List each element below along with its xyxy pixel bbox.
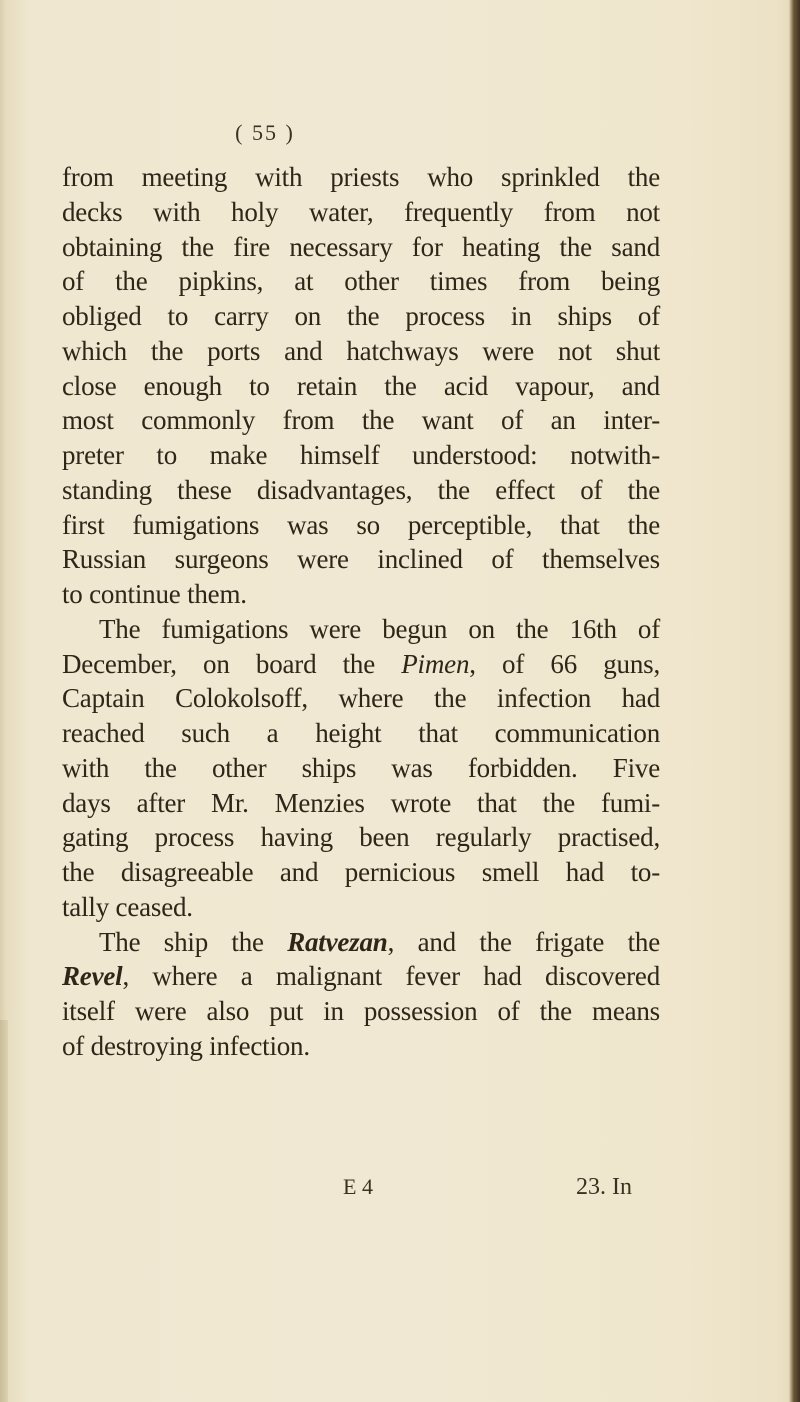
text-line: most commonly from the want of an inter-	[62, 405, 660, 436]
ship-name-revel: Revel	[62, 961, 123, 992]
text-line: first fumigations was so perceptible, that the	[62, 509, 660, 540]
page-gutter-shadow	[0, 1020, 8, 1402]
text-run: The ship the	[99, 926, 288, 957]
text-line: itself were also put in possession of the means	[62, 996, 660, 1026]
text-line: days after Mr. Menzies wrote that the fumi-	[62, 787, 660, 818]
ship-name-ratvezan: Ratvezan	[287, 926, 388, 957]
text-run: , where a malignant fever had discovered	[122, 961, 660, 992]
ship-name-pimen: Pimen	[401, 648, 470, 679]
text-line: Captain Colokolsoff, where the infection had	[62, 683, 660, 714]
text-line: obliged to carry on the process in ships of	[62, 301, 660, 331]
text-line: from meeting with priests who sprinkled the	[62, 162, 660, 192]
page-footer	[0, 1174, 800, 1208]
paragraph-end-line: to continue them.	[62, 579, 247, 609]
catchword: 23. In	[576, 1174, 632, 1200]
text-line	[62, 959, 660, 994]
text-run: , of 66 guns,	[469, 648, 660, 679]
signature-mark: E 4	[343, 1174, 373, 1199]
text-line: standing these disadvantages, the effect of the	[62, 474, 660, 505]
paragraph-end-line: of destroying infection.	[62, 1030, 310, 1061]
text-line: preter to make himself understood: notwith-	[62, 440, 660, 470]
text-line: obtaining the fire necessary for heating the sand	[62, 231, 660, 262]
text-line: gating process having been regularly practised,	[62, 822, 660, 853]
paragraph-start-line	[62, 925, 660, 960]
paragraph-start-line: The fumigations were begun on the 16th of	[99, 613, 660, 644]
text-line: which the ports and hatchways were not shut	[62, 335, 660, 366]
text-line: the disagreeable and pernicious smell had to-	[62, 857, 660, 887]
text-run: , and the frigate the	[387, 926, 660, 957]
text-line: Russian surgeons were inclined of themselves	[62, 544, 660, 575]
paragraph-end-line: tally ceased.	[62, 891, 193, 922]
text-line: of the pipkins, at other times from being	[62, 266, 660, 297]
page-number: ( 55 )	[235, 120, 295, 145]
text-line: reached such a height that communication	[62, 718, 660, 748]
body-text	[62, 160, 660, 1064]
text-line	[62, 647, 660, 682]
text-line: decks with holy water, frequently from not	[62, 196, 660, 227]
text-line: close enough to retain the acid vapour, and	[62, 370, 660, 401]
text-run: December, on board the	[62, 648, 402, 679]
text-line: with the other ships was forbidden. Five	[62, 752, 660, 783]
